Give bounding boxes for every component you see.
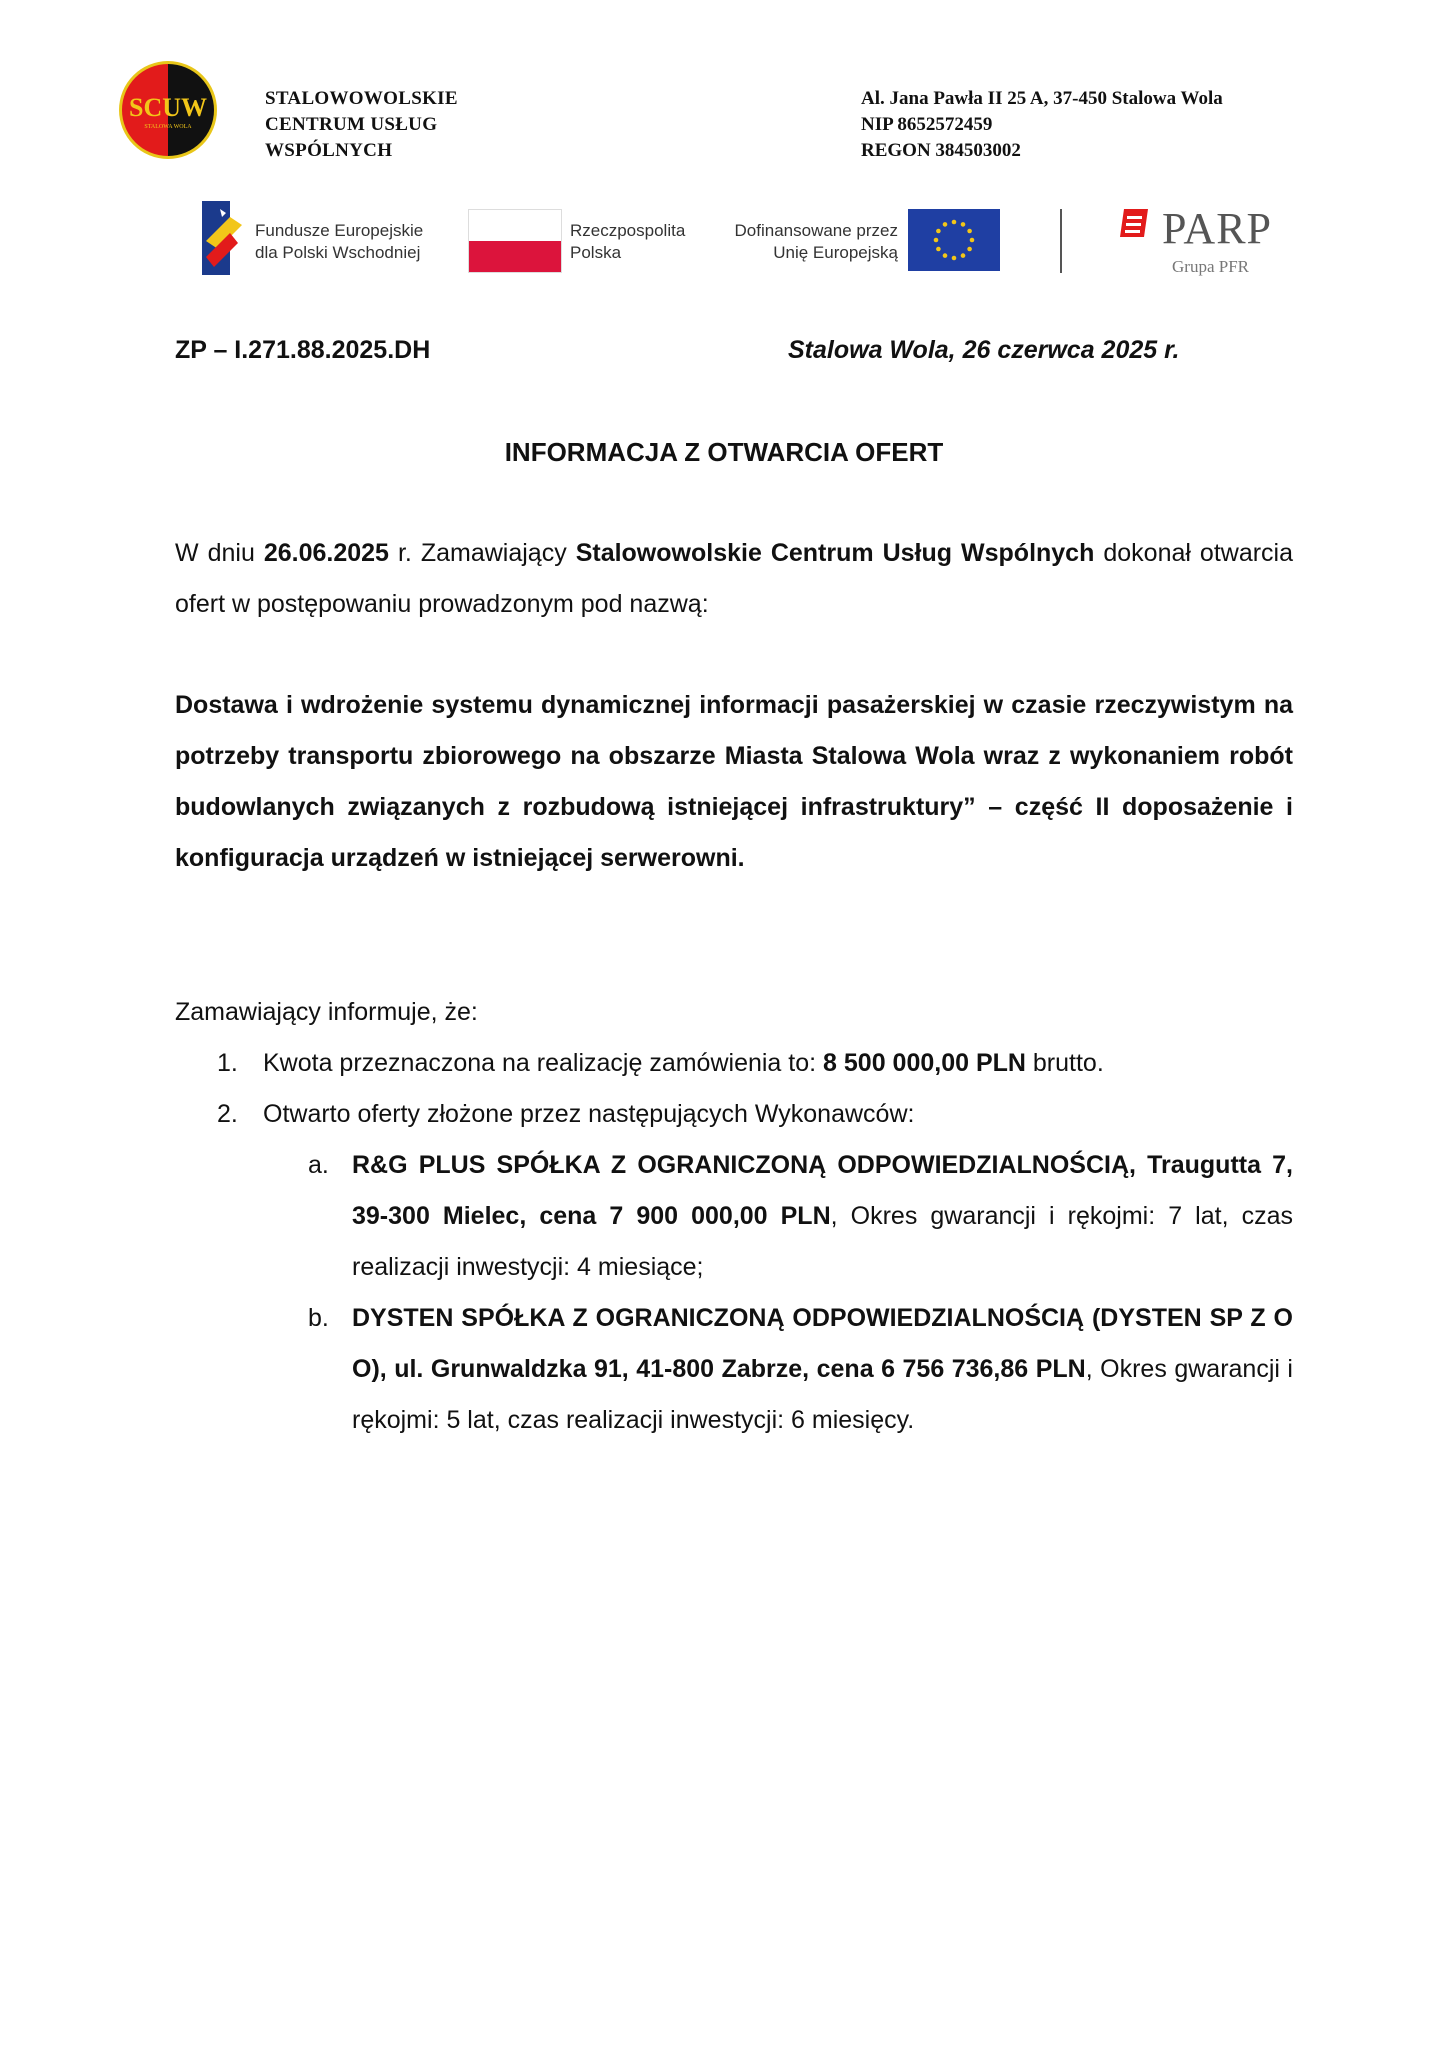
list-text	[263, 1038, 1104, 1089]
logo-subtext: STALOWA WOLA	[144, 124, 192, 130]
scuw-logo	[118, 60, 218, 160]
list-number: 2.	[217, 1100, 238, 1128]
parp-text: PARP	[1162, 204, 1273, 253]
text-span: Kwota przeznaczona na realizację zamówienia to:	[263, 1049, 824, 1077]
rp-line: Polska	[570, 243, 622, 262]
logo-text: SCUW	[128, 93, 208, 122]
offer-text	[352, 1293, 1293, 1446]
parp-subtext: Grupa PFR	[1172, 257, 1249, 276]
rp-line: Rzeczpospolita	[570, 221, 686, 240]
offer-letter: a.	[308, 1151, 329, 1179]
text-span: brutto.	[1025, 1049, 1104, 1077]
offer-letter: b.	[308, 1304, 329, 1332]
reference-number: ZP – I.271.88.2025.DH	[175, 336, 431, 364]
eu-line: Unię Europejską	[773, 243, 898, 262]
text-span: r. Zamawiający	[388, 539, 576, 567]
offer-bidder: R&G PLUS SPÓŁKA Z OGRANICZONĄ ODPOWIEDZIALNOŚCIĄ, Traugutta 7, 39-300 Mielec, cena 7 900 000,00 PLN	[352, 1151, 1293, 1230]
opening-date: 26.06.2025	[263, 539, 389, 567]
rzeczpospolita-text	[570, 220, 685, 264]
org-name	[265, 86, 458, 164]
logo-divider	[1060, 209, 1062, 273]
eu-cofinanced-text	[728, 220, 898, 264]
offer-terms: , Okres gwarancji i rękojmi: 5 lat, czas realizacji inwestycji: 6 miesięcy.	[352, 1355, 1293, 1434]
fe-line: Fundusze Europejskie	[255, 221, 424, 240]
funding-logos	[0, 195, 1448, 295]
fundusze-europejskie-logo	[200, 195, 246, 281]
org-address	[861, 86, 1223, 164]
intro-paragraph	[175, 528, 1293, 630]
poland-flag-icon	[468, 209, 562, 273]
document-date: Stalowa Wola, 26 czerwca 2025 r.	[788, 336, 1180, 364]
fe-line: dla Polski Wschodniej	[255, 243, 421, 262]
eu-flag-icon	[908, 209, 1000, 271]
text-span: dokonał otwarcia ofert w postępowaniu prowadzonym pod nazwą:	[175, 539, 1294, 618]
informs-line: Zamawiający informuje, że:	[175, 998, 478, 1026]
offer-bidder: DYSTEN SPÓŁKA Z OGRANICZONĄ ODPOWIEDZIALNOŚCIĄ (DYSTEN SP Z O O), ul. Grunwaldzka 91, 41-800 Zabrze, cena 6 756 736,86 PLN	[352, 1304, 1293, 1383]
parp-logo-icon	[1118, 203, 1154, 243]
org-name-line: CENTRUM USŁUG	[265, 114, 438, 135]
address-line: Al. Jana Pawła II 25 A, 37-450 Stalowa Wola	[861, 88, 1223, 109]
procurement-title: Dostawa i wdrożenie systemu dynamicznej informacji pasażerskiej w czasie rzeczywistym na potrzeby transportu zbiorowego na obszarze Miasta Stalowa Wola wraz z wykonaniem robót budowlanych związanych z rozbudową istniejącej infrastruktury” – część II doposażenie i konfiguracja urządzeń w istniejącej serwerowni.	[175, 691, 1293, 872]
contracting-authority: Stalowowolskie Centrum Usług Wspólnych	[575, 539, 1095, 567]
text-span: W dniu	[175, 539, 264, 567]
offer-terms: , Okres gwarancji i rękojmi: 7 lat, czas realizacji inwestycji: 4 miesiące;	[352, 1202, 1293, 1281]
list-number: 1.	[217, 1049, 238, 1077]
list-text: Otwarto oferty złożone przez następujących Wykonawców:	[263, 1100, 915, 1128]
eu-line: Dofinansowane przez	[734, 221, 898, 240]
budget-amount: 8 500 000,00 PLN	[823, 1049, 1026, 1077]
regon-line: REGON 384503002	[861, 140, 1021, 161]
org-name-line: WSPÓLNYCH	[265, 140, 393, 161]
fundusze-europejskie-text	[255, 220, 423, 264]
document-title: INFORMACJA Z OTWARCIA OFERT	[504, 437, 944, 467]
offer-text	[352, 1140, 1293, 1293]
org-name-line: STALOWOWOLSKIE	[265, 88, 458, 109]
nip-line: NIP 8652572459	[861, 114, 993, 135]
